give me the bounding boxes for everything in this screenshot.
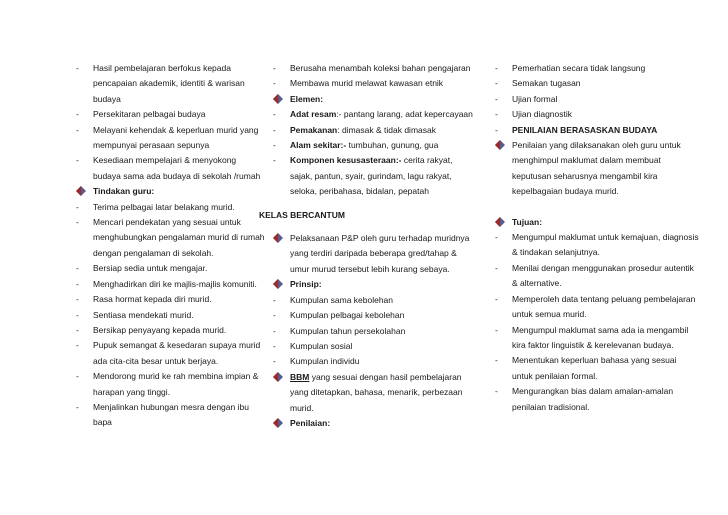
diamond-bullet-icon (495, 217, 505, 227)
item-text: Kumpulan sama kebolehan (290, 294, 394, 305)
column-right-top (494, 61, 699, 200)
item-text: Kumpulan individu (290, 356, 360, 367)
item-label: Alam sekitar:- (290, 140, 347, 151)
item-text: Semakan tugasan (512, 78, 581, 89)
item-text: : dimasak & tidak dimasak (337, 124, 436, 135)
list-item (272, 61, 477, 76)
list-item (75, 338, 265, 369)
list-item (75, 200, 265, 215)
item-text: Mengurangkan bias dalam amalan-amalan penilaian tradisional. (512, 386, 674, 412)
diamond-bullet-icon (273, 279, 283, 289)
list-item (272, 107, 477, 122)
list-item (272, 339, 477, 354)
item-text: Sentiasa mendekati murid. (93, 309, 194, 320)
diamond-bullet-icon (273, 94, 283, 104)
item-label: Pemakanan (290, 124, 338, 135)
list-item (494, 107, 699, 122)
bullet-dash: - (76, 263, 79, 274)
list-item (494, 323, 699, 354)
item-text: Mencari pendekatan yang sesuai untuk menghubungkan pengalaman murid di rumah dengan pengalaman di sekolah. (93, 217, 265, 258)
bullet-dash: - (76, 278, 79, 289)
bullet-diamond (273, 370, 287, 385)
list-item (75, 215, 265, 261)
item-text: Ujian formal (512, 93, 558, 104)
bullet-dash: - (76, 109, 79, 120)
list-item (494, 353, 699, 384)
list-item (272, 308, 477, 323)
item-text: Persekitaran pelbagai budaya (93, 109, 206, 120)
diamond-bullet-icon (273, 372, 283, 382)
list-item (75, 308, 265, 323)
list-item (272, 277, 477, 292)
item-text: tumbuhan, gunung, gua (346, 140, 439, 151)
bullet-dash: - (495, 124, 498, 135)
list-item (272, 123, 477, 138)
list-item (75, 184, 265, 199)
list-item (494, 261, 699, 292)
item-text: Menjalinkan hubungan mesra dengan ibu bapa (93, 401, 249, 428)
item-text: Ujian diagnostik (512, 109, 573, 120)
bullet-diamond (495, 215, 509, 230)
item-label: Penilaian: (290, 417, 331, 428)
item-text: Bersiap sedia untuk mengajar. (93, 263, 208, 274)
section-heading-kelas-bercantum: KELAS BERCANTUM (259, 209, 345, 220)
bullet-dash: - (273, 63, 276, 73)
item-text: Mendorong murid ke rah membina impian & harapan yang tinggi. (93, 371, 259, 397)
bullet-diamond (273, 416, 287, 431)
bullet-dash: - (273, 310, 276, 321)
item-text: Pupuk semangat & kesedaran supaya murid ada cita-cita besar untuk berjaya. (93, 340, 261, 366)
list-item (272, 76, 477, 91)
list-item (75, 400, 265, 431)
column-left (75, 61, 265, 431)
item-label: Tindakan guru: (93, 186, 155, 197)
bullet-dash: - (273, 340, 276, 351)
item-text: yang sesuai dengan hasil pembelajaran yang ditetapkan, bahasa, menarik, perbezaan murid. (290, 371, 463, 413)
column-right (494, 61, 699, 415)
bullet-dash: - (76, 324, 79, 335)
item-text: Menilai dengan menggunakan prosedur autentik & alternative. (512, 262, 694, 289)
list-item (272, 153, 477, 199)
list-item (272, 416, 477, 431)
bullet-dash: - (76, 371, 79, 382)
list-item (75, 292, 265, 307)
item-text: Mengumpul maklumat untuk kemajuan, diagnosis & tindakan selanjutnya. (512, 232, 699, 258)
bullet-dash: - (273, 140, 276, 151)
list-item (75, 107, 265, 122)
diamond-bullet-icon (273, 233, 283, 243)
item-text: Menghadirkan diri ke majlis-majlis komuniti. (93, 278, 257, 289)
bullet-dash: - (76, 201, 79, 212)
item-label: Komponen kesusasteraan:- (290, 155, 402, 166)
list-item (494, 76, 699, 91)
list-item (75, 123, 265, 154)
spacer (272, 200, 477, 208)
bullet-dash: - (495, 78, 498, 89)
bullet-dash: - (495, 262, 498, 273)
column-middle-bottom (272, 231, 477, 431)
item-label: Elemen: (290, 93, 324, 104)
bullet-dash: - (495, 386, 498, 397)
bullet-dash: - (273, 325, 276, 336)
diamond-bullet-icon (273, 418, 283, 428)
bullet-diamond (495, 138, 509, 153)
list-item (494, 123, 699, 138)
item-text: cerita rakyat, sajak, pantun, syair, gurindam, lagu rakyat, seloka, peribahasa, bidalan, pepatah (290, 155, 453, 197)
bullet-dash: - (273, 78, 276, 89)
spacer (272, 223, 477, 231)
bullet-diamond (273, 231, 287, 246)
bullet-dash: - (495, 232, 498, 243)
list-item (494, 138, 699, 200)
bullet-dash: - (495, 93, 498, 104)
list-item (494, 292, 699, 323)
list-item (75, 323, 265, 338)
item-text: Penilaian yang dilaksanakan oleh guru untuk menghimpul maklumat dalam membuat keputusan seharusnya mengambil kira kepelbagaian budaya murid. (512, 140, 681, 197)
bullet-dash: - (76, 155, 79, 166)
item-label: BBM (290, 371, 310, 382)
item-text: Rasa hormat kepada diri murid. (93, 294, 212, 305)
bullet-dash: - (273, 294, 276, 305)
bullet-dash: - (76, 217, 79, 228)
list-item (272, 138, 477, 153)
list-item (272, 231, 477, 277)
list-item (494, 230, 699, 261)
item-text: :- pantang larang, adat kepercayaan (336, 109, 473, 120)
bullet-diamond (76, 184, 90, 199)
item-text: Kumpulan tahun persekolahan (290, 325, 406, 336)
bullet-dash: - (76, 401, 79, 412)
item-label: PENILAIAN BERASASKAN BUDAYA (512, 124, 658, 135)
item-text: Melayani kehendak & keperluan murid yang mempunyai perasaan sepunya (93, 124, 259, 151)
bullet-dash: - (273, 155, 276, 166)
list-item (494, 384, 699, 415)
bullet-diamond (273, 92, 287, 107)
list-item (272, 324, 477, 339)
list-item (75, 61, 265, 107)
item-text: Mengumpul maklumat sama ada ia mengambil kira faktor linguistik & kerelevanan budaya. (512, 324, 689, 350)
bullet-dash: - (76, 63, 79, 73)
item-text: Hasil pembelajaran berfokus kepada pencapaian akademik, identiti & warisan budaya (93, 63, 245, 104)
list-item (272, 92, 477, 107)
item-text: Menentukan keperluan bahasa yang sesuai untuk penilaian formal. (512, 355, 677, 381)
column-right-bottom (494, 215, 699, 415)
list-item (494, 61, 699, 76)
list-item (75, 277, 265, 292)
list-item (75, 153, 265, 184)
bullet-dash: - (495, 293, 498, 304)
list-item (75, 261, 265, 276)
item-text: Berusaha menambah koleksi bahan pengajaran (290, 63, 471, 73)
item-text: Kumpulan pelbagai kebolehan (290, 310, 405, 321)
item-text: Pelaksanaan P&P oleh guru terhadap muridnya yang terdiri daripada beberapa gred/tahap & umur murud tersebut lebih kurang sebaya. (290, 233, 470, 274)
spacer (494, 200, 699, 215)
list-item (494, 92, 699, 107)
item-label: Tujuan: (512, 216, 543, 227)
item-text: Pemerhatian secara tidak langsung (512, 63, 646, 73)
item-text: Terima pelbagai latar belakang murid. (93, 201, 235, 212)
bullet-dash: - (495, 109, 498, 120)
item-text: Membawa murid melawat kawasan etnik (290, 78, 444, 89)
bullet-dash: - (495, 63, 498, 73)
bullet-dash: - (495, 324, 498, 335)
list-item (75, 369, 265, 400)
bullet-dash: - (273, 356, 276, 367)
bullet-diamond (273, 277, 287, 292)
item-text: Kesediaan mempelajari & menyokong budaya sama ada budaya di sekolah /rumah (93, 155, 261, 181)
item-label: Adat resam (290, 109, 337, 120)
column-middle (259, 61, 477, 431)
bullet-dash: - (76, 294, 79, 305)
item-label: Prinsip: (290, 279, 322, 290)
diamond-bullet-icon (495, 140, 505, 150)
bullet-dash: - (76, 124, 79, 135)
bullet-dash: - (273, 124, 276, 135)
item-text: Memperoleh data tentang peluang pembelajaran untuk semua murid. (512, 293, 696, 320)
diamond-bullet-icon (76, 186, 86, 196)
bullet-dash: - (76, 340, 79, 351)
column-middle-top (272, 61, 477, 200)
bullet-dash: - (76, 309, 79, 320)
item-text: Kumpulan sosial (290, 340, 353, 351)
bullet-dash: - (273, 109, 276, 120)
list-item (272, 370, 477, 416)
list-item (272, 354, 477, 369)
item-text: Bersikap penyayang kepada murid. (93, 324, 227, 335)
list-item (494, 215, 699, 230)
list-item (272, 293, 477, 308)
bullet-dash: - (495, 355, 498, 366)
